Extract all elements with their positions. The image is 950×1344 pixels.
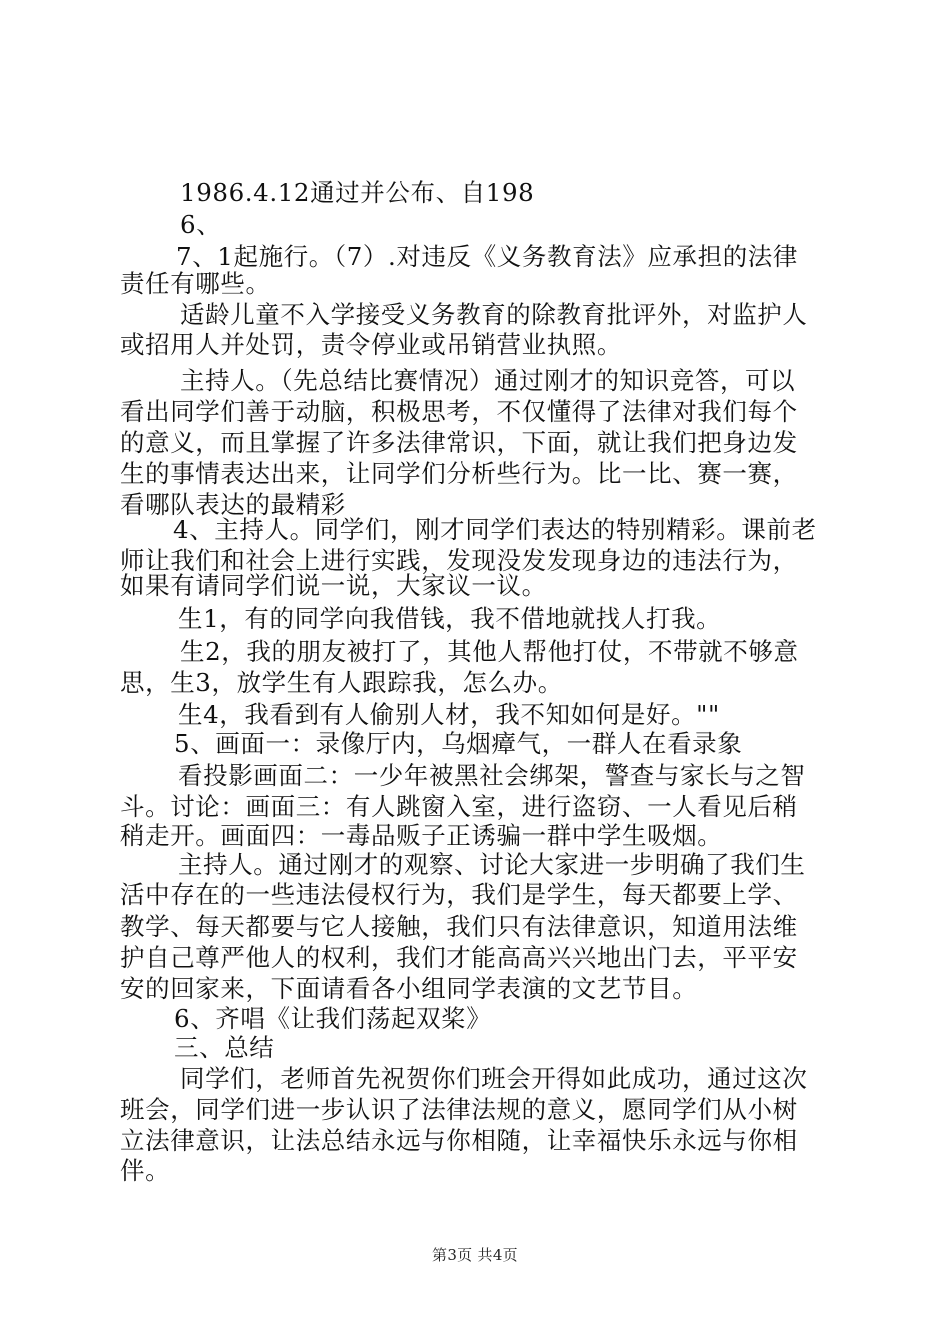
text-line: 班会，同学们进一步认识了法律法规的意义，愿同学们从小树 (120, 1095, 798, 1124)
text-line: 看投影画面二：一少年被黑社会绑架，警查与家长与之智 (178, 761, 806, 790)
text-line: 安的回家来，下面请看各小组同学表演的文艺节目。 (120, 974, 698, 1003)
text-line: 同学们，老师首先祝贺你们班会开得如此成功，通过这次 (180, 1064, 808, 1093)
text-line: 1986.4.12通过并公布、自198 (180, 178, 535, 207)
text-line: 师让我们和社会上进行实践，发现没发发现身边的违法行为， (120, 546, 798, 575)
text-line: 护自己尊严他人的权利，我们才能高高兴兴地出门去，平平安 (120, 943, 798, 972)
text-line: 稍走开。画面四：一毒品贩子正诱骗一群中学生吸烟。 (120, 821, 723, 850)
text-line: 或招用人并处罚，责令停业或吊销营业执照。 (120, 330, 622, 359)
text-line: 生1，有的同学向我借钱，我不借地就找人打我。 (178, 604, 722, 633)
text-line: 看哪队表达的最精彩 (120, 490, 346, 519)
text-line: 看出同学们善于动脑，积极思考，不仅懂得了法律对我们每个 (120, 397, 798, 426)
text-line: 斗。讨论：画面三：有人跳窗入室，进行盗窃、一人看见后稍 (120, 792, 798, 821)
text-line: 适龄儿童不入学接受义务教育的除教育批评外，对监护人 (180, 300, 808, 329)
text-line: 6、齐唱《让我们荡起双桨》 (174, 1004, 492, 1033)
text-line: 活中存在的一些违法侵权行为，我们是学生，每天都要上学、 (120, 880, 798, 909)
text-line: 生2，我的朋友被打了，其他人帮他打仗，不带就不够意 (180, 637, 799, 666)
text-line: 的意义，而且掌握了许多法律常识，下面，就让我们把身边发 (120, 428, 798, 457)
text-line: 立法律意识，让法总结永远与你相随，让幸福快乐永远与你相 (120, 1126, 798, 1155)
text-line: 三、总结 (174, 1033, 275, 1062)
text-line: 主持人。通过刚才的观察、讨论大家进一步明确了我们生 (178, 850, 806, 879)
text-line: 如果有请同学们说一说，大家议一议。 (120, 571, 547, 600)
text-line: 7、1起施行。（7）.对违反《义务教育法》应承担的法律 (176, 242, 798, 271)
text-line: 生4，我看到有人偷别人材，我不知如何是好。"" (178, 700, 720, 729)
text-line: 6、 (180, 210, 222, 239)
text-line: 5、画面一：录像厅内，乌烟瘴气，一群人在看录象 (174, 729, 743, 758)
page-number-footer: 第3页 共4页 (432, 1246, 518, 1264)
text-line: 教学、每天都要与它人接触，我们只有法律意识，知道用法维 (120, 912, 798, 941)
text-line: 思，生3，放学生有人跟踪我，怎么办。 (120, 668, 563, 697)
text-line: 生的事情表达出来，让同学们分析些行为。比一比、赛一赛， (120, 459, 798, 488)
text-line: 伴。 (120, 1156, 171, 1185)
text-line: 主持人。（先总结比赛情况）通过刚才的知识竞答，可以 (180, 366, 796, 395)
text-line: 4、主持人。同学们，刚才同学们表达的特别精彩。课前老 (173, 515, 817, 544)
text-line: 责任有哪些。 (120, 269, 271, 298)
